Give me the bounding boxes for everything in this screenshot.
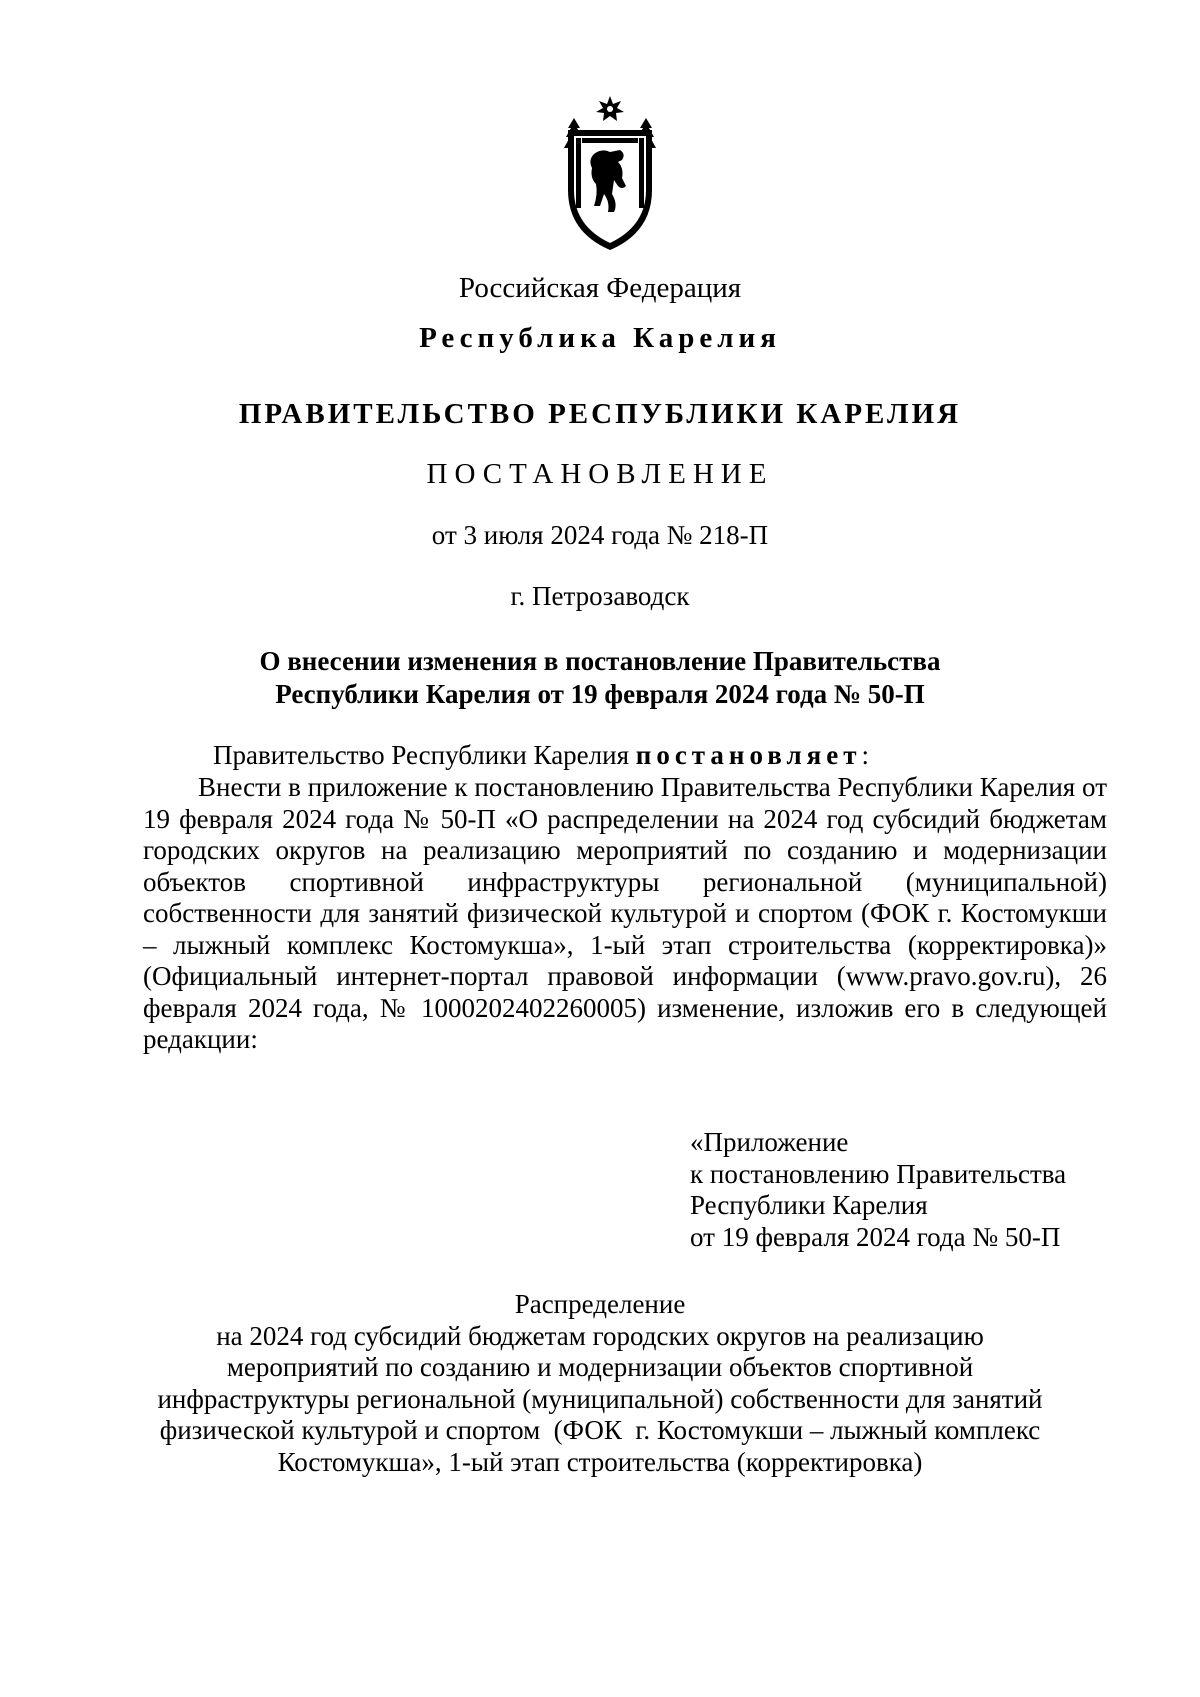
document-city: г. Петрозаводск [510, 581, 690, 611]
appendix-line-1: «Приложение [690, 1127, 849, 1157]
coat-of-arms-icon [560, 94, 660, 254]
decree-word: постановляет [635, 740, 862, 770]
distribution-line-3: инфраструктуры региональной (муниципальной) собственности для занятий [157, 1383, 1043, 1414]
distribution-line-1: на 2024 год субсидий бюджетам городских округов на реализацию [216, 1320, 984, 1351]
appendix-line-4: от 19 февраля 2024 года № 50-П [690, 1221, 1061, 1252]
document-title-line-2: Республики Карелия от 19 февраля 2024 года № 50-П [275, 679, 925, 709]
decree-suffix: : [861, 740, 870, 770]
document-date-number: от 3 июля 2024 года № 218-П [431, 520, 769, 550]
distribution-title [0, 1289, 1200, 1478]
distribution-line-5: Костомукша», 1-ый этап строительства (корректировка) [277, 1446, 923, 1477]
decree-prefix: Правительство Республики Карелия [213, 740, 636, 770]
document-title [0, 645, 1200, 711]
distribution-line-4: физической культурой и спортом (ФОК г. Костомукши – лыжный комплекс [159, 1415, 1041, 1445]
document-title-line-1: О внесении изменения в постановление Правительства [259, 646, 941, 676]
country-name: Российская Федерация [458, 272, 742, 304]
republic-name: Республика Карелия [419, 322, 781, 354]
main-paragraph: Внести в приложение к постановлению Правительства Республики Карелия от 19 февраля 2024 года № 50-П «О распределении на 2024 год субсидий бюджетам городских округов на реализацию мероприятий по созданию и модернизации объектов спортивной инфраструктуры региональной (муниципальной) собственности для занятий физической культурой и спортом (ФОК г. Костомукши – лыжный комплекс Костомукша», 1-ый этап строительства (корректировка)» (Официальный интернет-портал правовой информации (www.pravo.gov.ru), 26 февраля 2024 года, № 1000202402260005) изменение, изложив его в следующей редакции: [143, 772, 1107, 1054]
distribution-line-2: мероприятий по созданию и модернизации объектов спортивной [226, 1352, 974, 1382]
decree-statement [213, 740, 1107, 772]
appendix-line-2: к постановлению Правительства [690, 1158, 1067, 1189]
document-type: ПОСТАНОВЛЕНИЕ [426, 458, 774, 490]
appendix-heading [690, 1127, 1066, 1253]
appendix-line-3: Республики Карелия [690, 1190, 928, 1220]
government-name: ПРАВИТЕЛЬСТВО РЕСПУБЛИКИ КАРЕЛИЯ [238, 398, 962, 430]
distribution-heading: Распределение [514, 1289, 686, 1319]
